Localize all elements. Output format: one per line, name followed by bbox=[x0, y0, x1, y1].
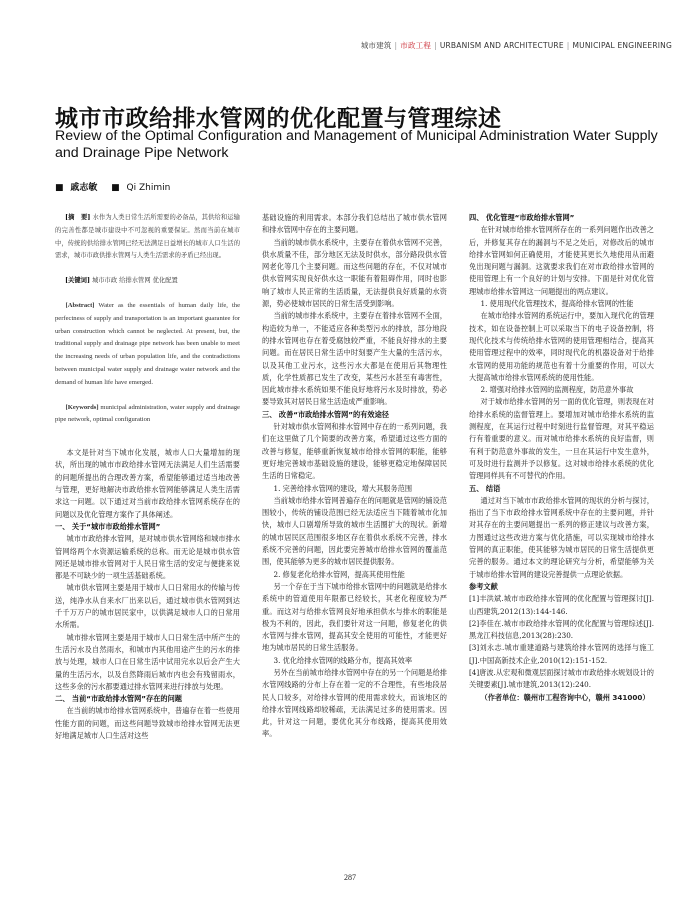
section4-paragraph: 在城市给排水管网的系统运行中，要加入现代化的管理技术，如在设备控制上可以采取当下的电子设备控制，将现代化技术与传统给排水管网的使用管理相结合，提高其使用管理过程中的效率，同时现代化的机器设备对于给排水管网的使用功能的规范也有着十分重要的作用，可以大大提高城市给排水管网系统的使用性能。 bbox=[469, 311, 654, 382]
section3-subheading: 3. 优化给排水管网的线路分布，提高其效率 bbox=[273, 655, 413, 665]
keywords-cn bbox=[55, 275, 240, 288]
section3-subheading: 2. 修复老化给排水管网，提高其使用性能 bbox=[273, 569, 405, 579]
section3-subheading: 1. 完善给排水管网的建设，增大其服务范围 bbox=[273, 483, 413, 493]
section2-paragraph: 基础设施的利用需求。本部分我们总结出了城市供水管网和排水管网中存在的主要问题。 bbox=[262, 213, 447, 235]
keywords-cn-text: 城市市政 给排水管网 优化配置 bbox=[91, 277, 178, 285]
author-name-cn: 戚志敏 bbox=[70, 183, 98, 193]
reference-item: [2]李佳在.城市市政给排水管网的优化配置与管理综述[J].黑龙江科技信息,2013(28):230. bbox=[469, 618, 654, 641]
square-bullet-icon: ■ bbox=[111, 183, 120, 193]
author-name-en: Qi Zhimin bbox=[126, 183, 171, 193]
abstract-cn-text: 水作为人类日常生活所需要的必备品，其供给和运输的完善性都是城市建设中不可忽视的重要保证。然而当前在城市中，传统的供给排水管网已经无法满足日益增长的城市人口生活的需求，城市市政供排水管网与人类生活需求的矛盾已经出现。 bbox=[55, 214, 240, 260]
square-bullet-icon: ■ bbox=[55, 183, 64, 193]
keywords-en-text: municipal administration, water supply and drainage pipe network, optimal configuration bbox=[55, 403, 240, 424]
intro-paragraph: 本文是针对当下城市化发展，城市人口大量增加的现状，所出现的城市市政给排水管网无法满足人们生活需要的问题所提出的合理改善方案，希望能够通过适当地改善与管理，更好地解决市政给排水管网能够满足人类生活需求这一问题。以下通过对当前市政给排水管网系统存在的问题以及优化管理方案作了具体阐述。 bbox=[55, 448, 240, 519]
section4-paragraph: 在针对城市给排水管网所存在的一系列问题作出改善之后，并修复其存在的漏洞与不足之处后，对修改后的城市给排水管网如何正确使用，才能使其更长久地使用从而避免出现问题与漏洞。这就要求我们在对市政给排水管网的使用管理上有一个良好的计划与安排。下面是针对优化管理城市给排水管网这一问题提出的两点建议。 bbox=[469, 225, 654, 296]
section3-paragraph: 另一个存在于当下城市给排水管网中的问题就是给排水系统中的管道使用年限都已经较长，其老化程度较为严重。而这对与给排水管网良好地承担供水与排水的职能是极为不利的，因此，我们要针对这一问题，修复老化的供水管网与排水管网，提高其安全使用的可能性，才能更好地为城市居民的日常生活服务。 bbox=[262, 581, 447, 653]
section4-paragraph: 对于城市给排水管网的另一面的优化管理，则表现在对给排水系统的监督管理上。要增加对城市给排水系统的监测程度，在其运行过程中时刻进行监督管理，对其平稳运行有着重要的意义。而对城市给排水系统的良好监督，则有利于防范意外事故的发生，一旦在其运行中发生意外，可及时进行监测并予以修复。这对城市给排水系统的优化管理同样具有不可替代的作用。 bbox=[469, 397, 654, 481]
section-heading-5: 五、 结语 bbox=[469, 483, 501, 493]
abstract-en bbox=[55, 300, 240, 390]
section4-subheading: 1. 使用现代化管理技术，提高给排水管网的性能 bbox=[480, 299, 634, 309]
author-line bbox=[55, 180, 170, 193]
conclusion-paragraph: 通过对当下城市市政给排水管网的现状的分析与探讨，指出了当下市政给排水管网系统中存在的主要问题，并针对其存在的主要问题提出一系列的修正建议与改善方案，力图通过这些改进方案与优化措施，可以实现城市给排水管网的真正职能，使其能够为城市居民的日常生活提供更完善的服务。通过本文的理论研究与分析，希望能够为关于城市给排水管网的建设完善提供一点理论依据。 bbox=[469, 495, 654, 579]
author-affiliation: （作者单位：赣州市工程咨询中心，赣州 341000） bbox=[480, 692, 650, 702]
keywords-en-label: [Keywords] bbox=[65, 403, 99, 411]
section-heading-4: 四、 优化管理“市政给排水管网” bbox=[469, 213, 575, 222]
section2-paragraph: 当前的城市供水系统中，主要存在着供水管网不完善，供水质量不佳，部分地区无法及时供水，部分路段供水管网老化等几个主要问题。而这些问题的存在，不仅对城市供水管网实现良好供水这一职能有着阻碍作用，同时也影响了城市人民正常的生活质量，无法提供良好质量的水资源，势必使城市居民的日常生活受到影响。 bbox=[262, 237, 447, 309]
section3-paragraph: 针对城市供水管网和排水管网中存在的一系列问题，我们在这里做了几个简要的改善方案，希望通过这些方面的改善与修复，能够重新恢复城市给排水管网的职能，能够更好地完善城市基础设施的建设，能够更稳定地保障居民生活的日常稳定。 bbox=[262, 422, 447, 481]
keywords-cn-label: [关键词] bbox=[65, 277, 90, 285]
section4-subheading: 2. 增强对给排水管网的监测程度，防范意外事故 bbox=[480, 385, 634, 395]
section-heading-3: 三、 改善“市政给排水管网”的有效途径 bbox=[262, 409, 389, 419]
header-section-cn: 城市建筑 bbox=[360, 41, 392, 50]
section-heading-1: 一、 关于“城市市政给排水管网” bbox=[55, 521, 161, 531]
header-subsection-en: MUNICIPAL ENGINEERING bbox=[572, 41, 672, 50]
column-middle bbox=[262, 212, 447, 741]
reference-item: [4]唐波.从宏观和微观层面探讨城市市政给排水规划设计的关键要素[J].城市建筑,2013(12):240. bbox=[469, 667, 654, 690]
abstract-en-label: [Abstract] bbox=[65, 301, 95, 309]
column-left bbox=[55, 212, 240, 742]
section1-paragraph: 城市市政给排水管网，是对城市供水管网络和城市排水管网络两个水资源运输系统的总称。而无论是城市供水管网还是城市排水管网对于人民日常生活的安定与便捷来说都是不可缺少的一项生活基础系统。 bbox=[55, 534, 240, 581]
section2-paragraph: 在当前的城市给排水管网系统中，普遍存在着一些使用性能方面的问题，而这些问题导致城市给排水管网无法更好地满足城市人口生活对这些 bbox=[55, 706, 240, 740]
references-heading: 参考文献 bbox=[469, 581, 498, 591]
reference-item: [3]刘永志.城市重建道路与建筑给排水管网的选择与施工[J].中国高新技术企业,2010(12):151-152. bbox=[469, 643, 654, 665]
header-section-en: URBANISM AND ARCHITECTURE bbox=[439, 41, 564, 50]
header-subsection-cn: 市政工程 bbox=[400, 41, 432, 50]
journal-header: 城市建筑 | 市政工程 | URBANISM AND ARCHITECTURE | MUNICIPAL ENGINEERING bbox=[360, 41, 672, 50]
column-right bbox=[469, 212, 654, 704]
section-heading-2: 二、 当前“市政给排水管网”存在的问题 bbox=[55, 694, 182, 704]
section1-paragraph: 城市供水管网主要是用于城市人口日常用水的传输与传送，纯净水从自来水厂出来以后，通过城市供水管网到达千千万万户的城市居民家中，以供满足城市人口的日常用水所需。 bbox=[55, 583, 240, 630]
reference-item: [1]丰洪斌.城市市政给排水管网的优化配置与管理探讨[J].山西建筑,2012(13):144-146. bbox=[469, 594, 654, 616]
section3-paragraph: 另外在当前城市给排水管网中存在的另一个问题是给排水管网线路的分布上存在着一定的不合理性，有些地段居民人口较多，对给排水管网的使用需求较大，而该地区的给排水管网线路却较稀疏，无法满足过多的使用需求。因此，针对这一问题，要优化其分布线路，提高其使用效率。 bbox=[262, 667, 447, 739]
section3-paragraph: 当前城市给排水管网普遍存在的问题就是管网的铺设范围较小，传统的铺设范围已经无法适应当下随着城市化加快，城市人口剧增所导致的城市生活圈扩大的现状。新增的城市居民区范围很多地区存在着供水系统不完善，排水系统不完善的问题，因此要完善城市给排水管网的覆盖范围，使其能够为更多的城市居民提供服务。 bbox=[262, 495, 447, 567]
section1-paragraph: 城市排水管网主要是用于城市人口日常生活中所产生的生活污水及自然雨水，和城市内其他用途产生的污水的排放与处理，城市人口在日常生活中试用完水以后会产生大量的生活污水，以及自然降雨后城市内也会有残留雨水，这些多余的污水都要通过排水管网来进行排放与处理。 bbox=[55, 632, 240, 691]
paper-title-cn: 城市市政给排水管网的优化配置与管理综述 bbox=[55, 106, 502, 132]
keywords-en bbox=[55, 402, 240, 428]
paper-title-en: Review of the Optimal Configuration and Management of Municipal Administration Water Supply and Drainage Pipe Network bbox=[55, 128, 658, 161]
abstract-en-text: Water as the essentials of human daily life, the perfectness of supply and transportation is an important guarantee for urban construction which cannot be neglected. At present, but, the traditional supply and drainage pipe network has been unable to meet the increasing needs of urban population life, and the contradictions between municipal water supply and drainage water network and the demand of human life have emerged. bbox=[55, 301, 241, 386]
abstract-cn-label: [摘 要] bbox=[65, 214, 91, 221]
page-number: 287 bbox=[344, 873, 356, 882]
abstract-cn bbox=[55, 212, 240, 263]
section2-paragraph: 当前的城市排水系统中，主要存在着排水管网不全面，构造较为单一，不能适应各种类型污水的排放，部分地段的排水管网也存在着受腐蚀较严重，不能良好排水的主要问题。而在居民日常生活中时刻要产生大量的生活污水，以及其他工业污水，这些污水大都是在使用后其物理性质，化学性质都已发生了改变，某些污水甚至有毒害性，因此城市排水系统如果不能良好地将污水及时排放，势必要导致其对居民日常生活造成严重影响。 bbox=[262, 311, 447, 407]
